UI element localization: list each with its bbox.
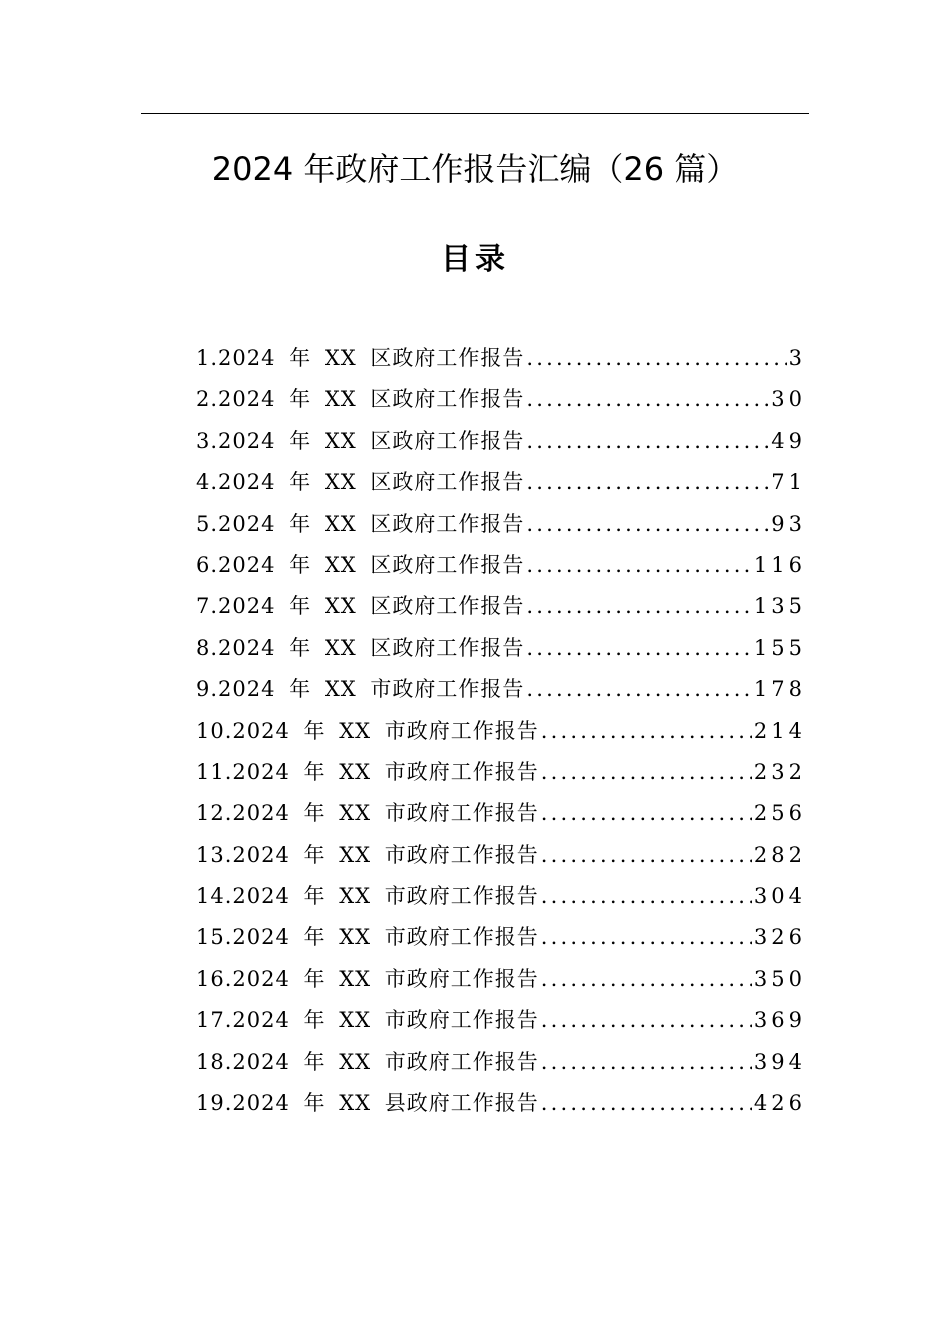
toc-page-number: 394 xyxy=(753,1049,806,1074)
toc-entry-title: 13.2024 年 XX 市政府工作报告 xyxy=(196,842,539,867)
toc-page-number: 350 xyxy=(753,966,806,991)
toc-entry[interactable] xyxy=(196,545,806,586)
toc-entry-title: 5.2024 年 XX 区政府工作报告 xyxy=(196,511,525,536)
toc-entry[interactable] xyxy=(196,1000,806,1041)
toc-page-number: 71 xyxy=(771,470,806,495)
toc-dot-leader xyxy=(526,338,786,379)
toc-dot-leader xyxy=(526,628,752,669)
toc-entry[interactable] xyxy=(196,917,806,958)
toc-entry-title: 16.2024 年 XX 市政府工作报告 xyxy=(196,966,539,991)
toc-dot-leader xyxy=(541,917,752,958)
toc-page-number: 3 xyxy=(788,346,806,370)
toc-dot-leader xyxy=(541,752,752,793)
toc-page-number: 326 xyxy=(753,925,806,950)
toc-dot-leader xyxy=(541,793,752,834)
header-rule xyxy=(141,113,809,114)
toc-entry[interactable] xyxy=(196,586,806,627)
toc-entry-title: 7.2024 年 XX 区政府工作报告 xyxy=(196,594,525,619)
toc-entry[interactable] xyxy=(196,462,806,503)
toc-page-number: 369 xyxy=(753,1008,806,1033)
table-of-contents xyxy=(196,338,806,1124)
toc-dot-leader xyxy=(526,462,769,503)
toc-entry[interactable] xyxy=(196,338,806,379)
toc-dot-leader xyxy=(541,876,752,917)
toc-dot-leader xyxy=(541,1083,752,1124)
toc-entry[interactable] xyxy=(196,421,806,462)
toc-dot-leader xyxy=(526,545,752,586)
toc-entry[interactable] xyxy=(196,669,806,710)
toc-entry[interactable] xyxy=(196,835,806,876)
toc-entry-title: 2.2024 年 XX 区政府工作报告 xyxy=(196,387,525,412)
toc-entry-title: 14.2024 年 XX 市政府工作报告 xyxy=(196,884,539,909)
toc-page-number: 30 xyxy=(771,387,806,412)
toc-dot-leader xyxy=(526,421,769,462)
toc-entry-title: 17.2024 年 XX 市政府工作报告 xyxy=(196,1008,539,1033)
toc-page-number: 49 xyxy=(771,428,806,453)
toc-entry-title: 12.2024 年 XX 市政府工作报告 xyxy=(196,801,539,826)
toc-dot-leader xyxy=(541,711,752,752)
toc-entry[interactable] xyxy=(196,379,806,420)
toc-dot-leader xyxy=(541,1000,752,1041)
toc-entry-title: 19.2024 年 XX 县政府工作报告 xyxy=(196,1091,539,1116)
toc-dot-leader xyxy=(526,379,769,420)
toc-page-number: 178 xyxy=(753,677,806,702)
toc-dot-leader xyxy=(526,504,769,545)
toc-heading: 目录 xyxy=(441,242,509,277)
document-title: 2024 年政府工作报告汇编（26 篇） xyxy=(211,150,739,188)
toc-entry-title: 10.2024 年 XX 市政府工作报告 xyxy=(196,718,539,743)
toc-dot-leader xyxy=(541,959,752,1000)
toc-entry-title: 11.2024 年 XX 市政府工作报告 xyxy=(196,759,539,784)
toc-page-number: 93 xyxy=(771,511,806,536)
toc-page-number: 304 xyxy=(753,884,806,909)
toc-entry-title: 9.2024 年 XX 市政府工作报告 xyxy=(196,677,525,702)
toc-entry[interactable] xyxy=(196,504,806,545)
toc-entry[interactable] xyxy=(196,876,806,917)
toc-dot-leader xyxy=(541,1042,752,1083)
toc-entry-title: 18.2024 年 XX 市政府工作报告 xyxy=(196,1049,539,1074)
toc-dot-leader xyxy=(541,835,752,876)
toc-page-number: 135 xyxy=(753,594,806,619)
toc-page-number: 282 xyxy=(753,842,806,867)
toc-entry-title: 1.2024 年 XX 区政府工作报告 xyxy=(196,346,525,370)
toc-entry-title: 6.2024 年 XX 区政府工作报告 xyxy=(196,552,525,577)
toc-dot-leader xyxy=(526,586,752,627)
toc-entry[interactable] xyxy=(196,628,806,669)
toc-entry[interactable] xyxy=(196,711,806,752)
toc-page-number: 256 xyxy=(753,801,806,826)
toc-entry-title: 4.2024 年 XX 区政府工作报告 xyxy=(196,470,525,495)
toc-page-number: 155 xyxy=(753,635,806,660)
toc-entry[interactable] xyxy=(196,1083,806,1124)
toc-page-number: 426 xyxy=(753,1091,806,1116)
toc-page-number: 214 xyxy=(753,718,806,743)
toc-entry[interactable] xyxy=(196,752,806,793)
toc-entry[interactable] xyxy=(196,1042,806,1083)
toc-dot-leader xyxy=(526,669,752,710)
toc-entry[interactable] xyxy=(196,959,806,1000)
toc-page-number: 232 xyxy=(753,759,806,784)
toc-entry[interactable] xyxy=(196,793,806,834)
toc-entry-title: 15.2024 年 XX 市政府工作报告 xyxy=(196,925,539,950)
toc-entry-title: 8.2024 年 XX 区政府工作报告 xyxy=(196,635,525,660)
toc-entry-title: 3.2024 年 XX 区政府工作报告 xyxy=(196,428,525,453)
toc-page-number: 116 xyxy=(753,552,806,577)
